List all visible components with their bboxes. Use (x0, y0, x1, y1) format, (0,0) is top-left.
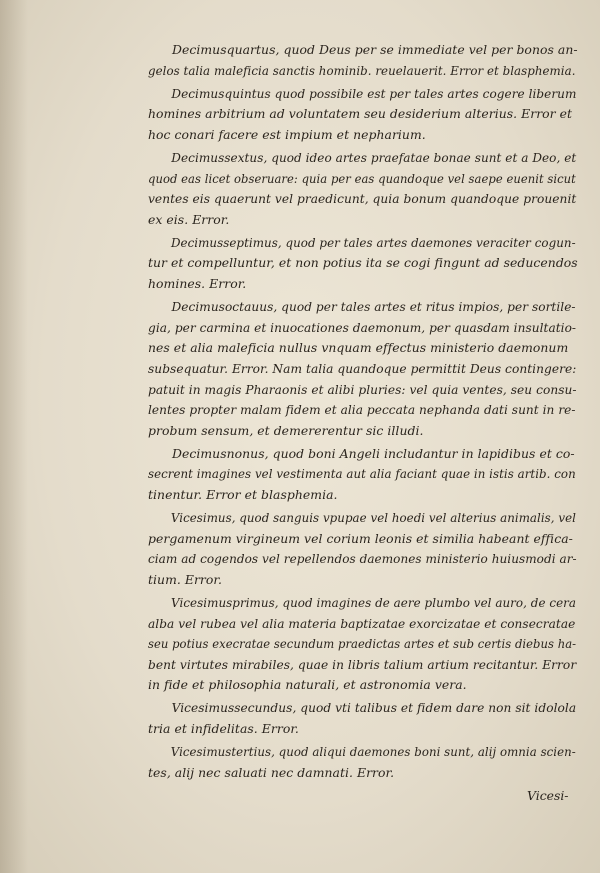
paragraph (148, 40, 578, 81)
text-line: ciam ad cogendos vel repellendos daemones ministerio huiusmodi ar- (148, 551, 577, 567)
text-line: tur et compelluntur, et non potius ita se cogi fingunt ad seducendos (148, 255, 578, 271)
text-line: tinentur. Error et blasphemia. (148, 486, 338, 502)
text-line: secrent imagines vel vestimenta aut alia faciant quae in istis artib. con (148, 466, 576, 482)
text-line: Decimusnonus, quod boni Angeli includantur in lapidibus et co- (172, 445, 575, 461)
text-line: nes et alia maleficia nullus vnquam effectus ministerio daemonum (148, 340, 569, 356)
text-line: ex eis. Error. (148, 211, 230, 227)
text-line: homines arbitrium ad voluntatem seu desiderium alterius. Error et (148, 106, 573, 122)
text-line: hoc conari facere est impium et nepharium. (148, 126, 426, 142)
text-line: tes, alij nec saluati nec damnati. Error. (148, 764, 395, 780)
text-line: bent virtutes mirabiles, quae in libris talium artium recitantur. Error (148, 656, 577, 672)
paragraph (148, 444, 578, 506)
text-line: seu potius execratae secundum praedictas artes et sub certis diebus ha- (148, 636, 577, 652)
text-line: tium. Error. (148, 571, 222, 587)
paragraph (148, 698, 578, 739)
text-line: Vicesimus, quod sanguis vpupae vel hoedi vel alterius animalis, vel (170, 510, 576, 526)
text-line: gelos talia maleficia sanctis hominib. reuelauerit. Error et blasphemia. (148, 62, 576, 78)
text-line: alba vel rubea vel alia materia baptizatae exorcizatae et consecratae (148, 615, 576, 631)
text-line: Decimussextus, quod ideo artes praefatae bonae sunt et a Deo, et (171, 149, 577, 165)
text-block (148, 40, 578, 786)
paragraph (148, 742, 578, 783)
text-line: homines. Error. (148, 276, 247, 292)
paragraph (148, 508, 578, 590)
text-line: quod eas licet obseruare: quia per eas quandoque vel saepe euenit sicut (148, 170, 576, 186)
text-line: Decimusoctauus, quod per tales artes et ritus impios, per sortile- (171, 299, 576, 315)
text-line: Vicesimustertius, quod aliqui daemones boni sunt, alij omnia scien- (170, 744, 576, 760)
catchword: Vicesi- (527, 788, 569, 803)
text-line: probum sensum, et demererentur sic illudi. (148, 422, 424, 438)
text-line: ventes eis quaerunt vel praedicunt, quia bonum quandoque prouenit (148, 191, 577, 207)
text-line: Decimusseptimus, quod per tales artes daemones veraciter cogun- (170, 234, 576, 250)
paragraph (148, 297, 578, 441)
text-line: in fide et philosophia naturali, et astronomia vera. (148, 677, 467, 693)
text-line: pergamenum virgineum vel corium leonis et similia habeant effica- (148, 530, 573, 546)
paragraph (148, 593, 578, 696)
text-line: Vicesimussecundus, quod vti talibus et fidem dare non sit idolola (171, 700, 577, 716)
text-line: Decimusquartus, quod Deus per se immediate vel per bonos an- (172, 42, 578, 57)
text-line: Vicesimusprimus, quod imagines de aere plumbo vel auro, de cera (171, 594, 577, 610)
text-line: Decimusquintus quod possibile est per tales artes cogere liberum (171, 85, 577, 101)
text-line: subsequatur. Error. Nam talia quandoque permittit Deus contingere: (148, 360, 577, 376)
text-line: patuit in magis Pharaonis et alibi pluries: vel quia ventes, seu consu- (148, 381, 577, 397)
text-line: gia, per carmina et inuocationes daemonum, per quasdam insultatio- (148, 319, 577, 335)
paragraph (148, 84, 578, 146)
text-line: lentes propter malam fidem et alia peccata nephanda dati sunt in re- (148, 402, 576, 418)
text-line: tria et infidelitas. Error. (148, 721, 299, 736)
paragraph (148, 233, 578, 295)
paragraph (148, 148, 578, 230)
